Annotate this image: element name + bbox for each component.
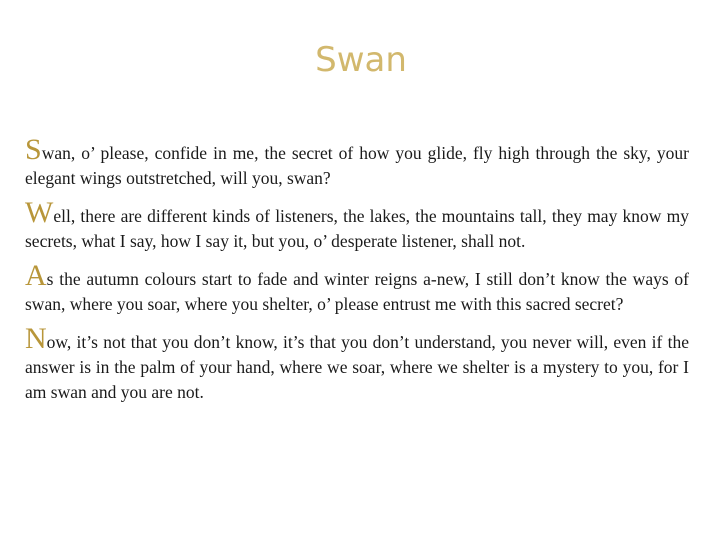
stanza-initial: A	[25, 259, 47, 292]
stanza-initial: W	[25, 196, 54, 229]
stanza-text: wan, o’ please, confide in me, the secret of how you glide, fly high through the sky, your elegant wings outstretched, will you, swan?	[25, 143, 689, 188]
stanza-1	[25, 133, 689, 191]
stanza-initial: N	[25, 322, 47, 355]
stanza-text: s the autumn colours start to fade and winter reigns a-new, I still don’t know the ways of swan, where you soar, where you shelter, o’ please entrust me with this sacred secret?	[25, 269, 689, 314]
poem-body	[25, 133, 689, 418]
slide-title: Swan	[315, 40, 407, 80]
stanza-4	[25, 322, 689, 405]
stanza-text: ow, it’s not that you don’t know, it’s that you don’t understand, you never will, even if the answer is in the palm of your hand, where we soar, where we shelter is a mystery to you, for I am swan and you are not.	[25, 332, 689, 402]
stanza-3	[25, 259, 689, 317]
stanza-text: ell, there are different kinds of listeners, the lakes, the mountains tall, they may know my secrets, what I say, how I say it, but you, o’ desperate listener, shall not.	[25, 206, 689, 251]
stanza-initial: S	[25, 133, 42, 166]
stanza-2	[25, 196, 689, 254]
